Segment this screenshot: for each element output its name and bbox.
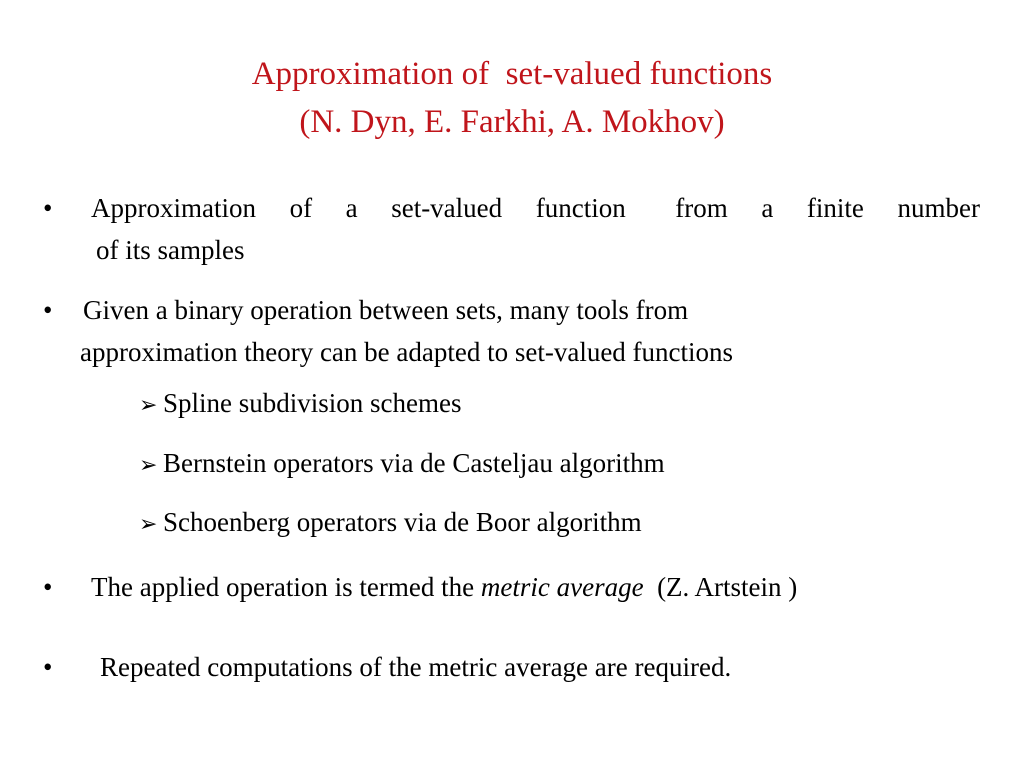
sub-item-label: Bernstein operators via de Casteljau algorithm (163, 448, 665, 478)
slide-title-line-2: (N. Dyn, E. Farkhi, A. Mokhov) (299, 104, 725, 140)
bullet-1-word: of (289, 193, 313, 223)
bullet-1-word: number (897, 193, 980, 223)
sub-item-label: Spline subdivision schemes (163, 388, 462, 418)
bullet-1-word: from (675, 193, 728, 223)
bullet-4-line: Repeated computations of the metric average are required. (100, 652, 732, 682)
bullet-1-word: a (761, 193, 774, 223)
bullet-3-line (91, 571, 797, 603)
sub-item (139, 506, 642, 541)
slide-title-line-1: Approximation of set-valued functions (251, 56, 773, 92)
sub-item (139, 387, 462, 422)
bullet-3-text: The applied operation is termed the (91, 572, 481, 602)
sub-item-label: Schoenberg operators via de Boor algorithm (163, 507, 642, 537)
bullet-2-line-2: approximation theory can be adapted to set-valued functions (80, 337, 734, 367)
bullet-3-citation: (Z. Artstein ) (643, 572, 798, 602)
bullet-1-line-1 (91, 192, 980, 224)
bullet-1-word: finite (806, 193, 864, 223)
bullet-4-marker: • (43, 652, 53, 682)
bullet-1-line-2: of its samples (96, 235, 245, 265)
bullet-1-word: set-valued (391, 193, 503, 223)
arrow-bullet-icon: ➢ (139, 393, 158, 418)
arrow-bullet-icon: ➢ (139, 512, 158, 537)
bullet-1-word: function (535, 193, 626, 223)
bullet-2-line-1: Given a binary operation between sets, many tools from (83, 295, 689, 325)
bullet-1-word: a (345, 193, 358, 223)
bullet-2-marker: • (43, 295, 53, 325)
sub-item (139, 447, 665, 482)
bullet-1-marker: • (43, 193, 53, 223)
arrow-bullet-icon: ➢ (139, 453, 158, 478)
bullet-1-word: Approximation (91, 193, 256, 223)
metric-average-emphasis: metric average (480, 572, 644, 602)
bullet-3-marker: • (43, 572, 53, 602)
